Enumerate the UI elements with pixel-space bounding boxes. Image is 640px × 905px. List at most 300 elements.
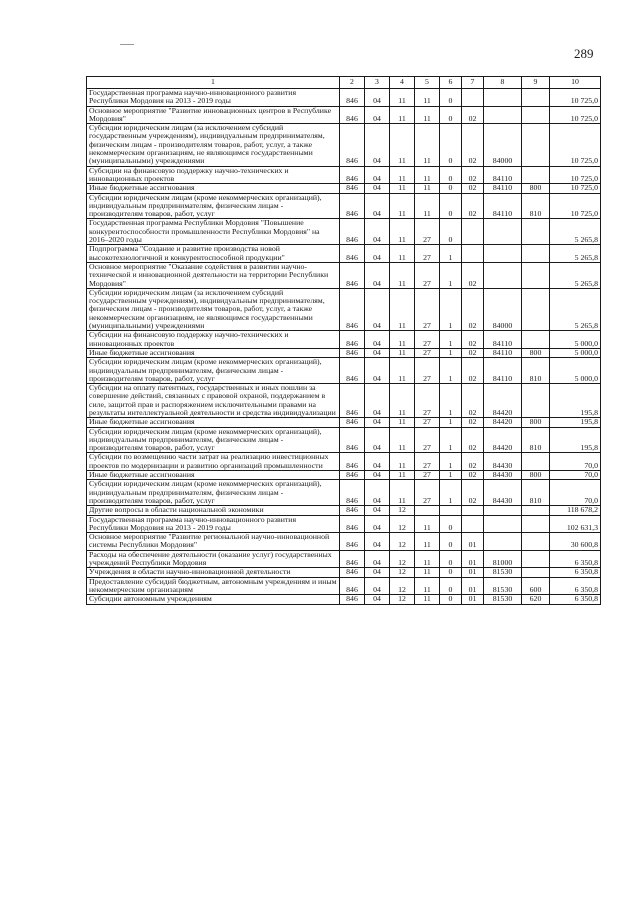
activity-code-cell: 02 — [462, 124, 484, 166]
subprogram-code-cell: 1 — [440, 331, 462, 349]
table-row — [87, 348, 601, 357]
program-code-cell: 27 — [415, 471, 440, 480]
program-code-cell: 11 — [415, 595, 440, 604]
subprogram-code-cell: 1 — [440, 453, 462, 471]
expense-type-code-cell — [522, 89, 550, 107]
subprogram-code-cell: 1 — [440, 245, 462, 263]
table-row — [87, 124, 601, 166]
row-name-cell: Субсидии на финансовую поддержку научно-технических и инновационных проектов — [87, 331, 340, 349]
subsection-code-cell: 11 — [390, 384, 415, 418]
row-name-cell: Субсидии автономным учреждениям — [87, 595, 340, 604]
direction-code-cell: 84110 — [484, 193, 522, 219]
activity-code-cell: 02 — [462, 453, 484, 471]
subsection-code-cell: 12 — [390, 568, 415, 577]
subprogram-code-cell: 0 — [440, 533, 462, 551]
expense-type-code-cell — [522, 331, 550, 349]
subprogram-code-cell: 0 — [440, 550, 462, 568]
subsection-code-cell: 11 — [390, 166, 415, 184]
activity-code-cell: 02 — [462, 331, 484, 349]
admin-code-cell: 846 — [340, 193, 365, 219]
direction-code-cell: 84110 — [484, 166, 522, 184]
expense-type-code-cell — [522, 515, 550, 533]
direction-code-cell: 84430 — [484, 471, 522, 480]
activity-code-cell: 02 — [462, 427, 484, 453]
subprogram-code-cell: 0 — [440, 166, 462, 184]
subprogram-code-cell — [440, 506, 462, 515]
row-name-cell: Расходы на обеспечение деятельности (оказание услуг) государственных учреждений Республики Мордовия — [87, 550, 340, 568]
section-code-cell: 04 — [365, 418, 390, 427]
expense-type-code-cell: 800 — [522, 418, 550, 427]
row-name-cell: Субсидии юридическим лицам (кроме некоммерческих организаций), индивидуальным предпринимателям, физическим лицам - производителям товаров, работ, услуг — [87, 358, 340, 384]
program-code-cell: 11 — [415, 193, 440, 219]
subprogram-code-cell: 0 — [440, 568, 462, 577]
table-row — [87, 106, 601, 124]
activity-code-cell: 02 — [462, 166, 484, 184]
admin-code-cell: 846 — [340, 245, 365, 263]
row-name-cell: Другие вопросы в области национальной экономики — [87, 506, 340, 515]
row-name-cell: Предоставление субсидий бюджетным, автономным учреждениям и иным некоммерческим организациям — [87, 577, 340, 595]
table-row — [87, 384, 601, 418]
program-code-cell: 11 — [415, 577, 440, 595]
admin-code-cell: 846 — [340, 124, 365, 166]
admin-code-cell: 846 — [340, 184, 365, 193]
admin-code-cell: 846 — [340, 166, 365, 184]
program-code-cell: 11 — [415, 184, 440, 193]
activity-code-cell: 01 — [462, 577, 484, 595]
section-code-cell: 04 — [365, 89, 390, 107]
subsection-code-cell: 11 — [390, 288, 415, 330]
row-name-cell: Иные бюджетные ассигнования — [87, 348, 340, 357]
section-code-cell: 04 — [365, 595, 390, 604]
admin-code-cell: 846 — [340, 577, 365, 595]
section-code-cell: 04 — [365, 219, 390, 245]
section-code-cell: 04 — [365, 288, 390, 330]
row-name-cell: Субсидии юридическим лицам (за исключением субсидий государственным учреждениям), индивидуальным предпринимателям, физическим лицам - производителям товаров, работ, услуг, а также некоммерческим организациям, не являющимся государственными (муниципальными) учреждениями — [87, 288, 340, 330]
section-code-cell: 04 — [365, 533, 390, 551]
activity-code-cell: 02 — [462, 418, 484, 427]
admin-code-cell: 846 — [340, 348, 365, 357]
section-code-cell: 04 — [365, 515, 390, 533]
admin-code-cell: 846 — [340, 533, 365, 551]
activity-code-cell — [462, 89, 484, 107]
program-code-cell: 11 — [415, 533, 440, 551]
header-cell: 8 — [484, 77, 522, 89]
row-name-cell: Основное мероприятие "Развитие региональной научно-инновационной системы Республики Мордовия" — [87, 533, 340, 551]
subprogram-code-cell: 0 — [440, 219, 462, 245]
program-code-cell: 11 — [415, 124, 440, 166]
expense-type-code-cell — [522, 262, 550, 288]
subsection-code-cell: 11 — [390, 480, 415, 506]
activity-code-cell: 02 — [462, 106, 484, 124]
amount-cell: 195,8 — [550, 418, 601, 427]
amount-cell: 6 350,8 — [550, 550, 601, 568]
section-code-cell: 04 — [365, 106, 390, 124]
table-row — [87, 245, 601, 263]
section-code-cell: 04 — [365, 427, 390, 453]
row-name-cell: Субсидии юридическим лицам (кроме некоммерческих организаций), индивидуальным предпринимателям, физическим лицам - производителям товаров, работ, услуг — [87, 193, 340, 219]
subsection-code-cell: 11 — [390, 331, 415, 349]
program-code-cell: 11 — [415, 89, 440, 107]
admin-code-cell: 846 — [340, 384, 365, 418]
expense-type-code-cell: 810 — [522, 480, 550, 506]
row-name-cell: Иные бюджетные ассигнования — [87, 418, 340, 427]
subprogram-code-cell: 1 — [440, 471, 462, 480]
table-row — [87, 184, 601, 193]
section-code-cell: 04 — [365, 331, 390, 349]
table-row — [87, 262, 601, 288]
direction-code-cell: 84420 — [484, 418, 522, 427]
subsection-code-cell: 11 — [390, 219, 415, 245]
subprogram-code-cell: 0 — [440, 184, 462, 193]
activity-code-cell: 02 — [462, 193, 484, 219]
direction-code-cell: 84420 — [484, 427, 522, 453]
expense-type-code-cell: 800 — [522, 348, 550, 357]
direction-code-cell: 84000 — [484, 124, 522, 166]
admin-code-cell: 846 — [340, 453, 365, 471]
direction-code-cell — [484, 219, 522, 245]
admin-code-cell: 846 — [340, 358, 365, 384]
section-code-cell: 04 — [365, 550, 390, 568]
table-row — [87, 89, 601, 107]
subsection-code-cell: 12 — [390, 533, 415, 551]
table-row — [87, 471, 601, 480]
subprogram-code-cell: 1 — [440, 348, 462, 357]
subsection-code-cell: 11 — [390, 262, 415, 288]
program-code-cell: 11 — [415, 166, 440, 184]
amount-cell: 5 000,0 — [550, 348, 601, 357]
table-row — [87, 427, 601, 453]
subprogram-code-cell: 1 — [440, 262, 462, 288]
program-code-cell: 27 — [415, 348, 440, 357]
direction-code-cell — [484, 506, 522, 515]
row-name-cell: Субсидии на оплату патентных, государственных и иных пошлин за совершение действий, связанных с правовой охраной, поддержанием в силе, защитой прав и распоряжением исключительными правами на результаты интеллектуальной деятельности и средства индивидуализации — [87, 384, 340, 418]
admin-code-cell: 846 — [340, 515, 365, 533]
row-name-cell: Основное мероприятие "Развитие инновационных центров в Республике Мордовия" — [87, 106, 340, 124]
amount-cell: 70,0 — [550, 480, 601, 506]
table-row — [87, 480, 601, 506]
amount-cell: 6 350,8 — [550, 577, 601, 595]
expense-type-code-cell: 800 — [522, 471, 550, 480]
direction-code-cell: 84000 — [484, 288, 522, 330]
section-code-cell: 04 — [365, 193, 390, 219]
amount-cell: 5 265,8 — [550, 262, 601, 288]
direction-code-cell — [484, 245, 522, 263]
program-code-cell: 11 — [415, 106, 440, 124]
table-row — [87, 418, 601, 427]
admin-code-cell: 846 — [340, 106, 365, 124]
subsection-code-cell: 11 — [390, 89, 415, 107]
activity-code-cell: 02 — [462, 288, 484, 330]
subprogram-code-cell: 0 — [440, 124, 462, 166]
admin-code-cell: 846 — [340, 89, 365, 107]
amount-cell: 30 600,8 — [550, 533, 601, 551]
subsection-code-cell: 11 — [390, 471, 415, 480]
header-cell: 4 — [390, 77, 415, 89]
section-code-cell: 04 — [365, 245, 390, 263]
section-code-cell: 04 — [365, 184, 390, 193]
section-code-cell: 04 — [365, 384, 390, 418]
table-row — [87, 331, 601, 349]
header-cell: 5 — [415, 77, 440, 89]
table-row — [87, 568, 601, 577]
subprogram-code-cell: 0 — [440, 515, 462, 533]
table-row — [87, 219, 601, 245]
subprogram-code-cell: 0 — [440, 106, 462, 124]
subsection-code-cell: 11 — [390, 427, 415, 453]
subprogram-code-cell: 1 — [440, 384, 462, 418]
activity-code-cell: 02 — [462, 358, 484, 384]
amount-cell: 102 631,3 — [550, 515, 601, 533]
admin-code-cell: 846 — [340, 506, 365, 515]
subsection-code-cell: 11 — [390, 453, 415, 471]
admin-code-cell: 846 — [340, 595, 365, 604]
direction-code-cell: 81530 — [484, 577, 522, 595]
program-code-cell: 27 — [415, 245, 440, 263]
amount-cell: 10 725,0 — [550, 89, 601, 107]
program-code-cell: 27 — [415, 427, 440, 453]
row-name-cell: Основное мероприятие "Оказание содействия в развитии научно-технической и инновационной деятельности на территории Республики Мордовия" — [87, 262, 340, 288]
amount-cell: 5 000,0 — [550, 358, 601, 384]
activity-code-cell: 02 — [462, 184, 484, 193]
header-cell: 6 — [440, 77, 462, 89]
row-name-cell: Субсидии юридическим лицам (за исключением субсидий государственным учреждениям), индивидуальным предпринимателям, физическим лицам - производителям товаров, работ, услуг, а также некоммерческим организациям, не являющимся государственными (муниципальными) учреждениями — [87, 124, 340, 166]
amount-cell: 10 725,0 — [550, 193, 601, 219]
subprogram-code-cell: 0 — [440, 193, 462, 219]
program-code-cell: 27 — [415, 288, 440, 330]
subsection-code-cell: 12 — [390, 595, 415, 604]
admin-code-cell: 846 — [340, 418, 365, 427]
expense-type-code-cell — [522, 533, 550, 551]
subsection-code-cell: 11 — [390, 418, 415, 427]
subprogram-code-cell: 0 — [440, 89, 462, 107]
admin-code-cell: 846 — [340, 219, 365, 245]
amount-cell: 10 725,0 — [550, 184, 601, 193]
subsection-code-cell: 11 — [390, 184, 415, 193]
table-row — [87, 595, 601, 604]
section-code-cell: 04 — [365, 166, 390, 184]
direction-code-cell — [484, 533, 522, 551]
section-code-cell: 04 — [365, 577, 390, 595]
admin-code-cell: 846 — [340, 471, 365, 480]
section-code-cell: 04 — [365, 124, 390, 166]
expense-type-code-cell: 620 — [522, 595, 550, 604]
activity-code-cell: 01 — [462, 568, 484, 577]
amount-cell: 5 265,8 — [550, 288, 601, 330]
direction-code-cell: 81000 — [484, 550, 522, 568]
amount-cell: 5 265,8 — [550, 219, 601, 245]
direction-code-cell: 84110 — [484, 331, 522, 349]
budget-table — [86, 76, 601, 605]
expense-type-code-cell: 810 — [522, 427, 550, 453]
amount-cell: 195,8 — [550, 427, 601, 453]
direction-code-cell: 84430 — [484, 480, 522, 506]
program-code-cell: 27 — [415, 358, 440, 384]
amount-cell: 70,0 — [550, 471, 601, 480]
direction-code-cell — [484, 515, 522, 533]
direction-code-cell — [484, 89, 522, 107]
activity-code-cell: 02 — [462, 262, 484, 288]
subsection-code-cell: 12 — [390, 550, 415, 568]
header-cell: 3 — [365, 77, 390, 89]
expense-type-code-cell — [522, 124, 550, 166]
expense-type-code-cell — [522, 219, 550, 245]
subprogram-code-cell: 1 — [440, 480, 462, 506]
header-cell: 10 — [550, 77, 601, 89]
table-row — [87, 533, 601, 551]
expense-type-code-cell: 600 — [522, 577, 550, 595]
amount-cell: 5 265,8 — [550, 245, 601, 263]
admin-code-cell: 846 — [340, 427, 365, 453]
admin-code-cell: 846 — [340, 331, 365, 349]
table-row — [87, 166, 601, 184]
activity-code-cell — [462, 515, 484, 533]
expense-type-code-cell — [522, 106, 550, 124]
direction-code-cell — [484, 262, 522, 288]
amount-cell: 70,0 — [550, 453, 601, 471]
activity-code-cell — [462, 506, 484, 515]
header-cell: 7 — [462, 77, 484, 89]
subsection-code-cell: 11 — [390, 124, 415, 166]
row-name-cell: Иные бюджетные ассигнования — [87, 471, 340, 480]
direction-code-cell: 84430 — [484, 453, 522, 471]
activity-code-cell: 02 — [462, 348, 484, 357]
amount-cell: 10 725,0 — [550, 124, 601, 166]
program-code-cell: 27 — [415, 453, 440, 471]
expense-type-code-cell: 800 — [522, 184, 550, 193]
subsection-code-cell: 12 — [390, 577, 415, 595]
admin-code-cell: 846 — [340, 550, 365, 568]
expense-type-code-cell — [522, 550, 550, 568]
program-code-cell: 27 — [415, 331, 440, 349]
direction-code-cell — [484, 106, 522, 124]
section-code-cell: 04 — [365, 453, 390, 471]
amount-cell: 195,8 — [550, 384, 601, 418]
section-code-cell: 04 — [365, 348, 390, 357]
subsection-code-cell: 12 — [390, 515, 415, 533]
expense-type-code-cell: 810 — [522, 358, 550, 384]
subprogram-code-cell: 0 — [440, 595, 462, 604]
expense-type-code-cell — [522, 453, 550, 471]
expense-type-code-cell — [522, 166, 550, 184]
program-code-cell: 27 — [415, 418, 440, 427]
expense-type-code-cell — [522, 384, 550, 418]
direction-code-cell: 84110 — [484, 348, 522, 357]
activity-code-cell: 02 — [462, 480, 484, 506]
program-code-cell: 27 — [415, 262, 440, 288]
amount-cell: 5 000,0 — [550, 331, 601, 349]
admin-code-cell: 846 — [340, 262, 365, 288]
activity-code-cell: 02 — [462, 384, 484, 418]
row-name-cell: Подпрограмма "Создание и развитие производства новой высокотехнологичной и конкурентоспособной продукции" — [87, 245, 340, 263]
program-code-cell: 11 — [415, 550, 440, 568]
expense-type-code-cell — [522, 288, 550, 330]
row-name-cell: Иные бюджетные ассигнования — [87, 184, 340, 193]
row-name-cell: Субсидии по возмещению части затрат на реализацию инвестиционных проектов по модернизации и развитию организаций промышленности — [87, 453, 340, 471]
admin-code-cell: 846 — [340, 288, 365, 330]
subsection-code-cell: 11 — [390, 193, 415, 219]
subprogram-code-cell: 1 — [440, 418, 462, 427]
row-name-cell: Государственная программа научно-инновационного развития Республики Мордовия на 2013 - 2019 годы — [87, 89, 340, 107]
amount-cell: 118 678,2 — [550, 506, 601, 515]
header-row — [87, 77, 601, 89]
activity-code-cell — [462, 245, 484, 263]
section-code-cell: 04 — [365, 480, 390, 506]
section-code-cell: 04 — [365, 358, 390, 384]
direction-code-cell: 81530 — [484, 595, 522, 604]
program-code-cell: 11 — [415, 515, 440, 533]
activity-code-cell — [462, 219, 484, 245]
subsection-code-cell: 11 — [390, 106, 415, 124]
row-name-cell: Субсидии юридическим лицам (кроме некоммерческих организаций), индивидуальным предпринимателям, физическим лицам - производителям товаров, работ, услуг — [87, 480, 340, 506]
admin-code-cell: 846 — [340, 568, 365, 577]
header-cell: 9 — [522, 77, 550, 89]
program-code-cell: 27 — [415, 480, 440, 506]
activity-code-cell: 01 — [462, 550, 484, 568]
row-name-cell: Учреждения в области научно-инновационной деятельности — [87, 568, 340, 577]
subprogram-code-cell: 1 — [440, 288, 462, 330]
section-code-cell: 04 — [365, 471, 390, 480]
direction-code-cell: 84110 — [484, 358, 522, 384]
activity-code-cell: 01 — [462, 533, 484, 551]
row-name-cell: Государственная программа научно-инновационного развития Республики Мордовия на 2013 - 2019 годы — [87, 515, 340, 533]
table-row — [87, 193, 601, 219]
subsection-code-cell: 11 — [390, 348, 415, 357]
amount-cell: 6 350,8 — [550, 568, 601, 577]
expense-type-code-cell — [522, 568, 550, 577]
expense-type-code-cell — [522, 245, 550, 263]
page-number: 289 — [574, 46, 594, 61]
table-row — [87, 358, 601, 384]
table-row — [87, 515, 601, 533]
table-row — [87, 506, 601, 515]
program-code-cell: 27 — [415, 219, 440, 245]
section-code-cell: 04 — [365, 568, 390, 577]
expense-type-code-cell: 810 — [522, 193, 550, 219]
activity-code-cell: 01 — [462, 595, 484, 604]
activity-code-cell: 02 — [462, 471, 484, 480]
row-name-cell: Субсидии на финансовую поддержку научно-технических и инновационных проектов — [87, 166, 340, 184]
program-code-cell — [415, 506, 440, 515]
table-row — [87, 550, 601, 568]
row-name-cell: Субсидии юридическим лицам (кроме некоммерческих организаций), индивидуальным предпринимателям, физическим лицам - производителям товаров, работ, услуг — [87, 427, 340, 453]
subsection-code-cell: 11 — [390, 245, 415, 263]
table-row — [87, 577, 601, 595]
table-row — [87, 453, 601, 471]
amount-cell: 10 725,0 — [550, 106, 601, 124]
header-cell: 1 — [87, 77, 340, 89]
subprogram-code-cell: 0 — [440, 577, 462, 595]
scan-mark — [120, 44, 134, 45]
program-code-cell: 11 — [415, 568, 440, 577]
direction-code-cell: 84110 — [484, 184, 522, 193]
section-code-cell: 04 — [365, 506, 390, 515]
subsection-code-cell: 12 — [390, 506, 415, 515]
subsection-code-cell: 11 — [390, 358, 415, 384]
header-cell: 2 — [340, 77, 365, 89]
subprogram-code-cell: 1 — [440, 427, 462, 453]
program-code-cell: 27 — [415, 384, 440, 418]
section-code-cell: 04 — [365, 262, 390, 288]
admin-code-cell: 846 — [340, 480, 365, 506]
direction-code-cell: 81530 — [484, 568, 522, 577]
subprogram-code-cell: 1 — [440, 358, 462, 384]
expense-type-code-cell — [522, 506, 550, 515]
amount-cell: 10 725,0 — [550, 166, 601, 184]
amount-cell: 6 350,8 — [550, 595, 601, 604]
row-name-cell: Государственная программа Республики Мордовия "Повышение конкурентоспособности промышленности Республики Мордовия" на 2016–2020 годы — [87, 219, 340, 245]
direction-code-cell: 84420 — [484, 384, 522, 418]
table-row — [87, 288, 601, 330]
